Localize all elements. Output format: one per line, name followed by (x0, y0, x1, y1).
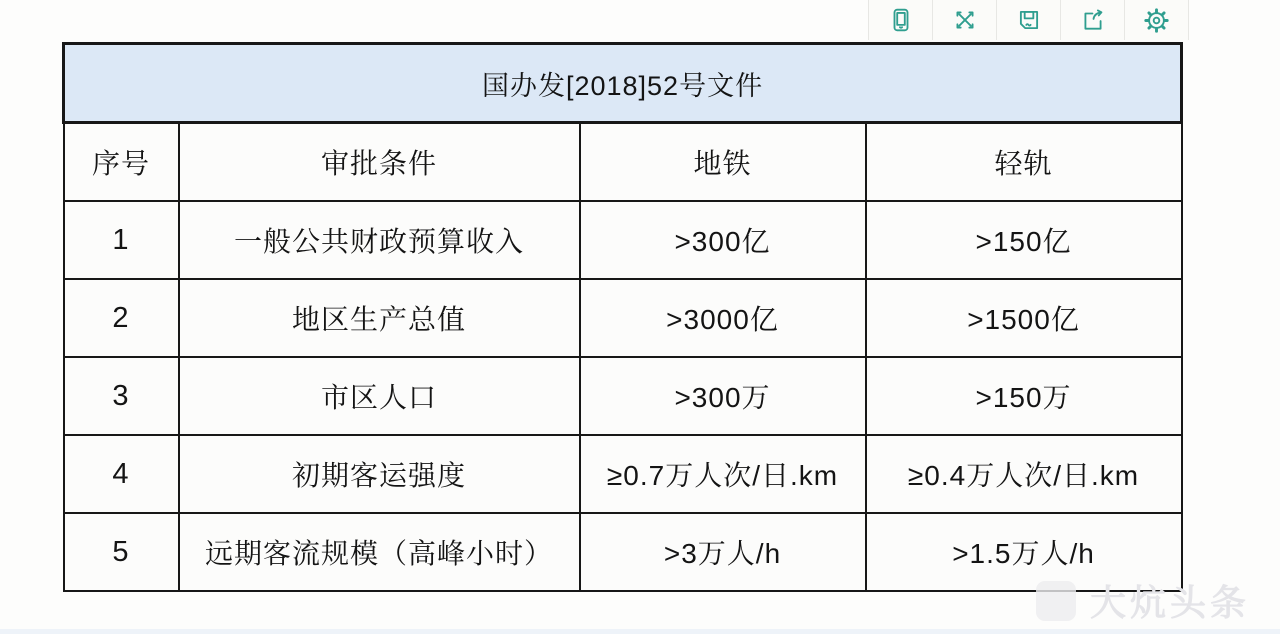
share-button[interactable] (1060, 0, 1124, 40)
row-metro-value: >3000亿 (580, 279, 866, 357)
mobile-preview-button[interactable] (868, 0, 932, 40)
column-header-lightrail: 轻轨 (866, 123, 1182, 202)
row-index: 2 (64, 279, 179, 357)
column-header-index: 序号 (64, 123, 179, 202)
column-header-metro: 地铁 (580, 123, 866, 202)
save-button[interactable] (996, 0, 1060, 40)
fullscreen-icon (952, 7, 978, 33)
row-index: 5 (64, 513, 179, 591)
settings-icon (1143, 7, 1170, 34)
row-lightrail-value: >150亿 (866, 201, 1182, 279)
row-condition: 一般公共财政预算收入 (179, 201, 580, 279)
row-lightrail-value: >150万 (866, 357, 1182, 435)
save-icon (1016, 7, 1042, 33)
table-row (64, 279, 1182, 357)
table-title-row (64, 44, 1182, 123)
watermark-text: 大炕头条 (1089, 582, 1250, 623)
row-condition: 初期客运强度 (179, 435, 580, 513)
row-condition: 市区人口 (179, 357, 580, 435)
share-icon (1080, 7, 1106, 33)
fullscreen-button[interactable] (932, 0, 996, 40)
row-metro-value: >300万 (580, 357, 866, 435)
table-row (64, 513, 1182, 591)
row-index: 4 (64, 435, 179, 513)
bottom-strip (0, 629, 1280, 634)
row-metro-value: >3万人/h (580, 513, 866, 591)
row-index: 3 (64, 357, 179, 435)
row-lightrail-value: >1500亿 (866, 279, 1182, 357)
row-lightrail-value: ≥0.4万人次/日.km (866, 435, 1182, 513)
table-title: 国办发[2018]52号文件 (64, 44, 1182, 123)
approval-conditions-table (62, 42, 1183, 592)
row-metro-value: >300亿 (580, 201, 866, 279)
column-header-condition: 审批条件 (179, 123, 580, 202)
row-condition: 远期客流规模（高峰小时） (179, 513, 580, 591)
row-condition: 地区生产总值 (179, 279, 580, 357)
viewer-toolbar (868, 0, 1189, 40)
table-row (64, 435, 1182, 513)
settings-button[interactable] (1124, 0, 1189, 40)
table-header-row (64, 123, 1182, 202)
mobile-icon (888, 7, 914, 33)
row-index: 1 (64, 201, 179, 279)
table-row (64, 201, 1182, 279)
row-metro-value: ≥0.7万人次/日.km (580, 435, 866, 513)
row-lightrail-value: >1.5万人/h (866, 513, 1182, 591)
table-row (64, 357, 1182, 435)
